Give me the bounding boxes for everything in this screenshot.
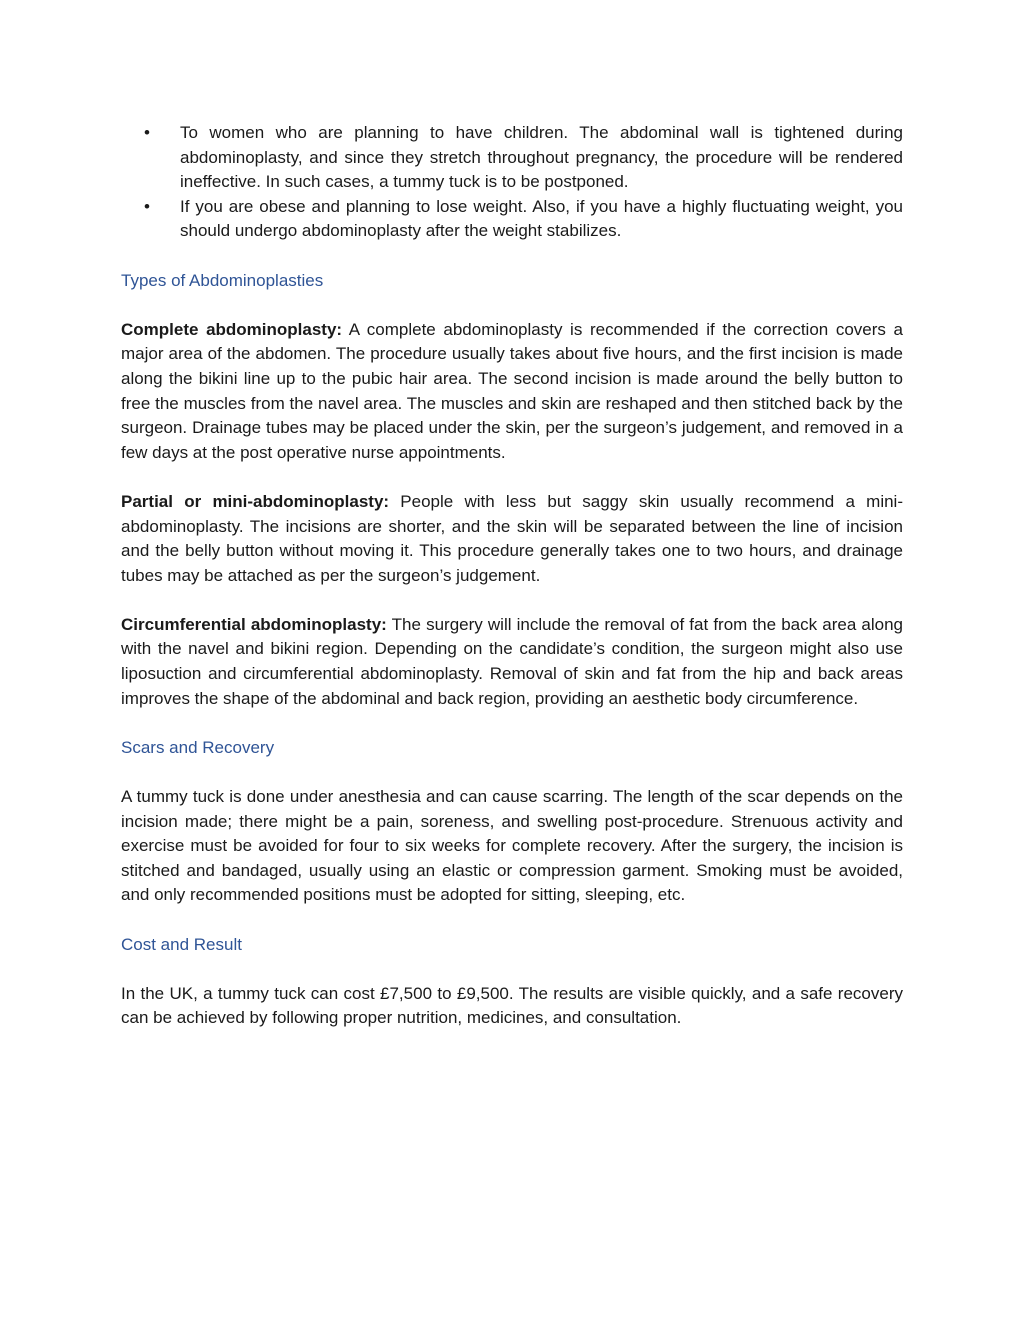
- spacer: [121, 908, 903, 933]
- spacer: [121, 465, 903, 490]
- scars-heading: Scars and Recovery: [121, 737, 275, 757]
- cost-heading: Cost and Result: [121, 934, 242, 954]
- spacer: [121, 588, 903, 613]
- scars-paragraph: A tummy tuck is done under anesthesia and can cause scarring. The length of the scar depends on the incision made; there might be a pain, soreness, and swelling post-procedure. Strenuous activity and exercise must be avoided for four to six weeks for complete recovery. After the surgery, the incision is stitched and bandaged, usually using an elastic or compression garment. Smoking must be avoided, and only recommended positions must be adopted for sitting, sleeping, etc.: [121, 787, 903, 905]
- document-page: [121, 121, 903, 1031]
- contraindication-list: [121, 121, 903, 244]
- partial-abdominoplasty-paragraph: [121, 490, 903, 588]
- partial-abdominoplasty-term: Partial or mini-abdominoplasty:: [121, 491, 390, 511]
- spacer: [121, 760, 903, 785]
- spacer: [121, 957, 903, 982]
- spacer: [121, 293, 903, 318]
- spacer: [121, 711, 903, 736]
- list-item-text: If you are obese and planning to lose weight. Also, if you have a highly fluctuating weight, you should undergo abdominoplasty after the weight stabilizes.: [180, 196, 903, 241]
- bullet-icon: •: [144, 123, 150, 142]
- circumferential-abdominoplasty-term: Circumferential abdominoplasty:: [121, 614, 387, 634]
- types-heading: Types of Abdominoplasties: [121, 270, 324, 290]
- list-item: [121, 121, 903, 195]
- complete-abdominoplasty-term: Complete abdominoplasty:: [121, 319, 343, 339]
- list-item-text: To women who are planning to have children. The abdominal wall is tightened during abdominoplasty, and since they stretch throughout pregnancy, the procedure will be rendered ineffective. In such cases, a tummy tuck is to be postponed.: [180, 123, 903, 192]
- bullet-icon: •: [144, 196, 150, 216]
- cost-paragraph: In the UK, a tummy tuck can cost £7,500 to £9,500. The results are visible quickly, and a safe recovery can be achieved by following proper nutrition, medicines, and consultation.: [121, 983, 903, 1028]
- spacer: [121, 244, 903, 269]
- circumferential-abdominoplasty-text: The surgery will include the removal of fat from the back area along with the navel and bikini region. Depending on the candidate’s condition, the surgeon might also use liposuction and circumferential abdominoplasty. Removal of skin and fat from the hip and back areas improves the shape of the abdominal and back region, providing an aesthetic body circumference.: [121, 614, 903, 708]
- complete-abdominoplasty-text: A complete abdominoplasty is recommended if the correction covers a major area of the abdomen. The procedure usually takes about five hours, and the first incision is made along the bikini line up to the pubic hair area. The second incision is made around the belly button to free the muscles from the navel area. The muscles and skin are reshaped and then stitched back by the surgeon. Drainage tubes may be placed under the skin, per the surgeon’s judgement, and removed in a few days at the post operative nurse appointments.: [121, 319, 903, 462]
- complete-abdominoplasty-paragraph: [121, 318, 903, 466]
- list-item: [121, 195, 903, 244]
- partial-abdominoplasty-text: People with less but saggy skin usually recommend a mini-abdominoplasty. The incisions are shorter, and the skin will be separated between the line of incision and the belly button without moving it. This procedure generally takes one to two hours, and drainage tubes may be attached as per the surgeon’s judgement.: [121, 491, 903, 585]
- circumferential-abdominoplasty-paragraph: [121, 613, 903, 711]
